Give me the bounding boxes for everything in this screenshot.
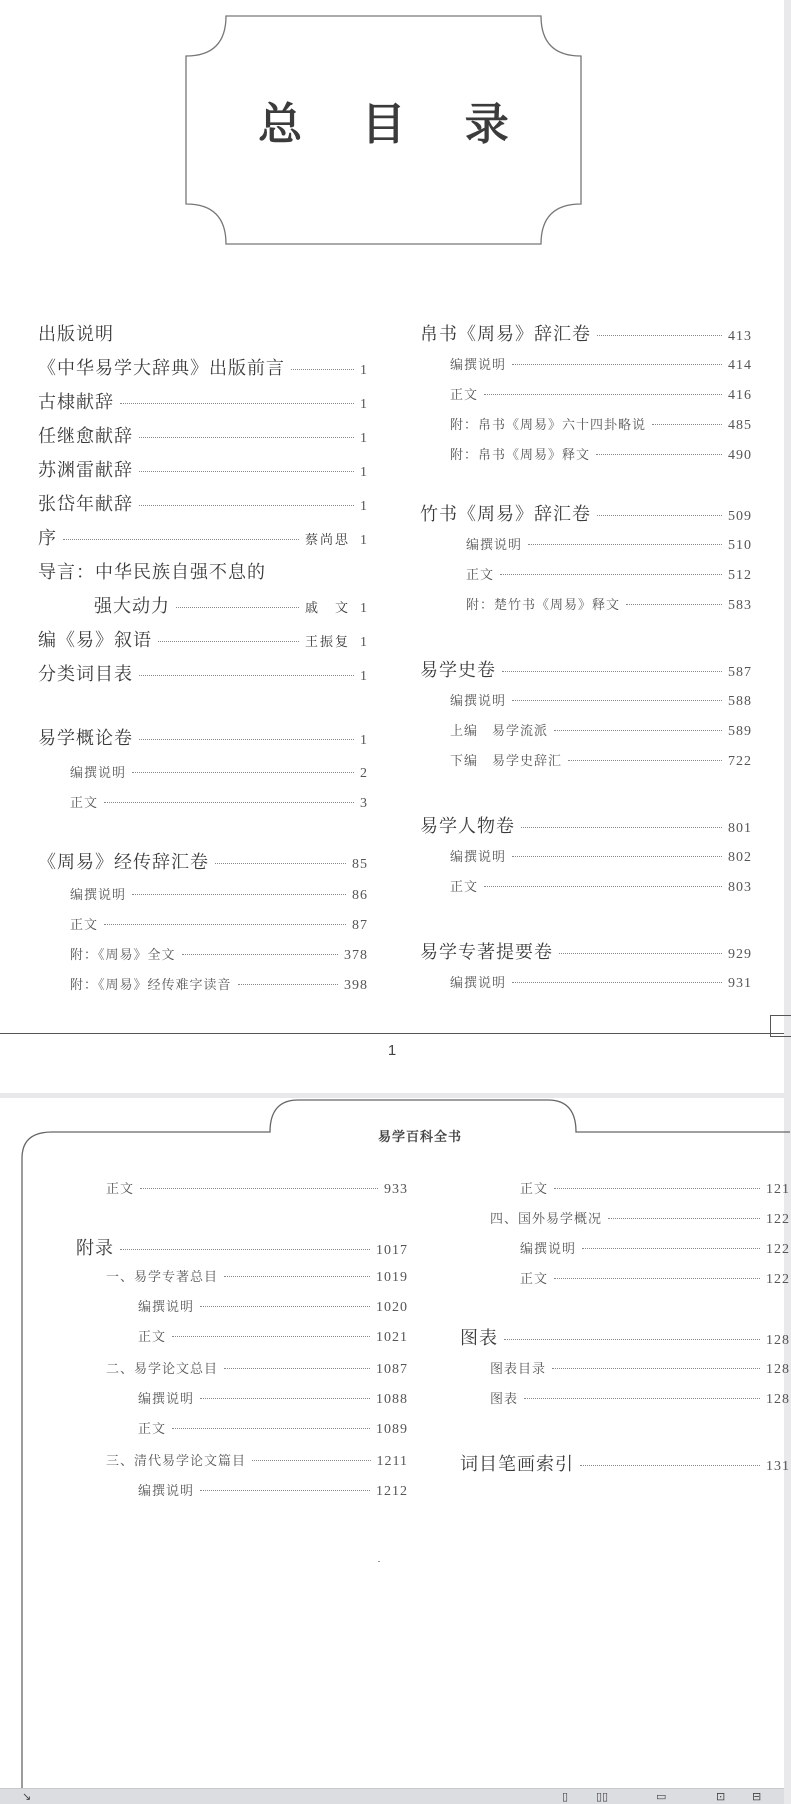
toc-entry[interactable] [490, 1388, 790, 1408]
toc-entry-label: 编撰说明 [138, 1392, 195, 1407]
toc-entry-page: 1020 [376, 1300, 408, 1315]
toc-entry-page: 1 [360, 533, 368, 548]
toc-entry-page: 1 [360, 363, 368, 378]
fit-width-icon[interactable]: ⊡ [716, 1790, 726, 1803]
toc-entry-label: 编撰说明 [450, 694, 507, 709]
toc-entry[interactable] [466, 534, 752, 554]
toc-entry-page: 802 [728, 850, 752, 865]
toc-entry-label: 正文 [450, 388, 479, 403]
toc-entry[interactable] [38, 490, 368, 516]
toc-entry-label: 导言：中华民族自强不息的 [38, 562, 266, 583]
page-title: 总 目 录 [258, 99, 531, 150]
dot-leader [504, 1339, 760, 1340]
toc-entry-label: 正文 [106, 1182, 135, 1197]
toc-entry-author: 王振复 [304, 635, 350, 650]
toc-entry-page: 485 [728, 418, 752, 433]
toc-entry-page: 1 [360, 601, 368, 616]
toc-entry[interactable] [38, 626, 368, 652]
dot-leader [582, 1248, 760, 1249]
toc-entry-page: 587 [728, 665, 752, 680]
toc-entry-label: 附录 [76, 1238, 114, 1259]
toc-entry[interactable] [450, 690, 752, 710]
toc-entry-page: 413 [728, 329, 752, 344]
toc-entry[interactable] [138, 1326, 408, 1346]
toc-entry-page: 1211 [376, 1454, 408, 1469]
document-page-2 [0, 1098, 790, 1788]
toc-entry-page: 3 [360, 796, 368, 811]
dot-leader [652, 424, 722, 425]
toc-entry-page: 87 [352, 918, 368, 933]
dot-leader [139, 505, 354, 506]
dot-leader [172, 1336, 370, 1337]
toc-entry-page: 122 [766, 1212, 790, 1227]
toc-entry-label: 竹书《周易》辞汇卷 [420, 504, 591, 525]
toc-entry[interactable] [490, 1358, 790, 1378]
toc-entry-page: 583 [728, 598, 752, 613]
toc-entry[interactable] [420, 500, 752, 526]
dot-leader [139, 739, 354, 740]
toc-entry[interactable] [94, 592, 368, 618]
toc-entry-page: 128 [766, 1333, 790, 1348]
toc-entry-page: 1 [360, 635, 368, 650]
dot-leader [559, 953, 722, 954]
dot-leader [554, 1188, 760, 1189]
toc-entry[interactable] [520, 1268, 790, 1288]
dot-leader [597, 515, 722, 516]
toc-entry[interactable] [106, 1450, 408, 1470]
dot-leader [120, 1249, 370, 1250]
toc-entry-page: 1089 [376, 1422, 408, 1437]
toc-entry-label: 附：帛书《周易》释文 [450, 448, 591, 463]
toc-entry-label: 苏渊雷献辞 [38, 460, 133, 481]
toc-entry-page: 1087 [376, 1362, 408, 1377]
dot-leader [512, 364, 722, 365]
toc-entry-label: 二、易学论文总目 [106, 1362, 219, 1377]
toc-entry-label: 编撰说明 [138, 1300, 195, 1315]
page-border [0, 1098, 784, 1788]
toc-entry-label: 附：楚竹书《周易》释文 [466, 598, 621, 613]
toc-entry[interactable] [450, 876, 752, 896]
toc-entry-label: 附：《周易》全文 [70, 948, 176, 963]
toc-entry[interactable] [106, 1266, 408, 1286]
toc-entry-label: 易学专著提要卷 [420, 942, 553, 963]
dot-leader [512, 856, 722, 857]
toc-entry-label: 下编 易学史辞汇 [450, 754, 563, 769]
toc-entry-label: 《中华易学大辞典》出版前言 [38, 358, 285, 379]
toc-entry-label: 编撰说明 [70, 888, 127, 903]
toc-entry[interactable] [38, 524, 368, 550]
toc-entry-page: 131 [766, 1459, 790, 1474]
dot-leader [597, 335, 722, 336]
toc-entry-page: 722 [728, 754, 752, 769]
toc-entry[interactable] [38, 320, 368, 346]
dot-leader [580, 1465, 760, 1466]
footer-corner-mark [770, 1015, 791, 1037]
toc-entry-page: 378 [344, 948, 368, 963]
toc-entry[interactable] [38, 354, 368, 380]
toc-entry-label: 编《易》叙语 [38, 630, 152, 651]
dot-leader [512, 982, 722, 983]
toc-entry-page: 588 [728, 694, 752, 709]
toc-entry-label: 正文 [466, 568, 495, 583]
dot-leader [554, 1278, 760, 1279]
dot-leader [132, 894, 346, 895]
toc-entry-label: 图表 [460, 1328, 498, 1349]
toc-entry-label: 正文 [520, 1182, 549, 1197]
toc-entry-page: 931 [728, 976, 752, 991]
dot-leader [172, 1428, 370, 1429]
speck [378, 1561, 380, 1562]
toc-entry-page: 414 [728, 358, 752, 373]
toc-entry-label: 正文 [70, 796, 99, 811]
toc-entry[interactable] [520, 1238, 790, 1258]
toc-entry[interactable] [460, 1450, 790, 1476]
toc-entry[interactable] [520, 1178, 790, 1198]
toc-entry-page: 128 [766, 1362, 790, 1377]
toc-entry-label: 正文 [138, 1330, 167, 1345]
dot-leader [104, 924, 346, 925]
toc-entry-label: 四、国外易学概况 [490, 1212, 603, 1227]
toc-entry-page: 122 [766, 1272, 790, 1287]
toc-entry[interactable] [38, 724, 368, 750]
toc-entry[interactable] [70, 974, 368, 994]
toc-entry-page: 85 [352, 857, 368, 872]
toc-entry[interactable] [70, 884, 368, 904]
toc-entry-page: 803 [728, 880, 752, 895]
dot-leader [182, 954, 338, 955]
toc-entry[interactable] [38, 422, 368, 448]
toc-entry[interactable] [106, 1358, 408, 1378]
dot-leader [552, 1368, 760, 1369]
dot-leader [524, 1398, 760, 1399]
toc-entry-page: 122 [766, 1242, 790, 1257]
dot-leader [291, 369, 354, 370]
collapse-arrow-icon[interactable]: ↘ [22, 1790, 32, 1803]
dot-leader [554, 730, 722, 731]
toc-entry-label: 任继愈献辞 [38, 426, 133, 447]
toc-entry[interactable] [450, 846, 752, 866]
toc-entry-page: 128 [766, 1392, 790, 1407]
dot-leader [176, 607, 299, 608]
dot-leader [512, 700, 722, 701]
toc-entry[interactable] [38, 456, 368, 482]
toc-entry[interactable] [70, 944, 368, 964]
toc-entry-label: 图表 [490, 1392, 519, 1407]
toc-entry[interactable] [450, 384, 752, 404]
toc-entry-label: 三、清代易学论文篇目 [106, 1454, 247, 1469]
dot-leader [521, 827, 722, 828]
toc-entry-label: 正文 [450, 880, 479, 895]
toc-entry-label: 强大动力 [94, 596, 170, 617]
toc-entry-label: 古棣献辞 [38, 392, 114, 413]
toc-entry[interactable] [420, 656, 752, 682]
toc-entry-page: 1 [360, 499, 368, 514]
viewer-status-bar [0, 1788, 784, 1804]
toc-entry-label: 编撰说明 [520, 1242, 577, 1257]
dot-leader [200, 1398, 370, 1399]
dot-leader [158, 641, 299, 642]
toc-entry[interactable] [450, 972, 752, 992]
dot-leader [139, 471, 354, 472]
toc-entry[interactable] [38, 558, 368, 584]
toc-entry-page: 398 [344, 978, 368, 993]
toc-entry-page: 1 [360, 397, 368, 412]
dot-leader [200, 1306, 370, 1307]
toc-entry-page: 490 [728, 448, 752, 463]
dot-leader [528, 544, 722, 545]
toc-entry-page: 801 [728, 821, 752, 836]
toc-entry[interactable] [460, 1324, 790, 1350]
dot-leader [132, 772, 354, 773]
toc-entry-page: 510 [728, 538, 752, 553]
dot-leader [596, 454, 722, 455]
toc-entry-label: 易学概论卷 [38, 728, 133, 749]
toc-entry-page: 589 [728, 724, 752, 739]
toc-entry[interactable] [138, 1480, 408, 1500]
toc-entry-page: 1 [360, 733, 368, 748]
toc-entry[interactable] [70, 914, 368, 934]
toc-entry-page: 2 [360, 766, 368, 781]
dot-leader [224, 1368, 370, 1369]
dot-leader [500, 574, 722, 575]
toc-entry-page: 1021 [376, 1330, 408, 1345]
dot-leader [140, 1188, 378, 1189]
dot-leader [104, 802, 354, 803]
toc-entry[interactable] [450, 354, 752, 374]
toc-entry[interactable] [138, 1388, 408, 1408]
toc-entry-page: 416 [728, 388, 752, 403]
dot-leader [139, 437, 354, 438]
toc-entry-page: 929 [728, 947, 752, 962]
toc-entry[interactable] [138, 1296, 408, 1316]
toc-entry[interactable] [466, 594, 752, 614]
running-head: 易学百科全书 [377, 1130, 462, 1145]
toc-entry-label: 编撰说明 [450, 358, 507, 373]
dot-leader [63, 539, 299, 540]
toc-entry[interactable] [490, 1208, 790, 1228]
toc-entry-page: 512 [728, 568, 752, 583]
toc-entry[interactable] [106, 1178, 408, 1198]
toc-entry-author: 蔡尚思 [304, 533, 350, 548]
toc-entry-page: 1019 [376, 1270, 408, 1285]
toc-entry-page: 1 [360, 669, 368, 684]
dot-leader [215, 863, 346, 864]
toc-entry[interactable] [450, 444, 752, 464]
toc-entry[interactable] [38, 848, 368, 874]
page-number: 1 [387, 1042, 397, 1059]
toc-entry[interactable] [450, 414, 752, 434]
toc-entry[interactable] [466, 564, 752, 584]
toc-entry[interactable] [420, 320, 752, 346]
footer-rule [0, 1033, 784, 1034]
toc-entry[interactable] [38, 388, 368, 414]
toc-entry-label: 图表目录 [490, 1362, 547, 1377]
toc-entry-label: 编撰说明 [70, 766, 127, 781]
scroll-page-icon[interactable]: ▭ [656, 1790, 667, 1803]
dot-leader [139, 675, 354, 676]
toc-entry-label: 正文 [70, 918, 99, 933]
dot-leader [238, 984, 338, 985]
toc-entry-label: 附：帛书《周易》六十四卦略说 [450, 418, 647, 433]
toc-entry[interactable] [38, 660, 368, 686]
toc-entry-page: 86 [352, 888, 368, 903]
single-page-icon[interactable]: ▯ [562, 1790, 569, 1803]
toc-entry-label: 张岱年献辞 [38, 494, 133, 515]
dot-leader [484, 394, 722, 395]
dot-leader [224, 1276, 370, 1277]
toc-entry[interactable] [420, 938, 752, 964]
toc-entry-page: 1088 [376, 1392, 408, 1407]
two-page-icon[interactable]: ▯▯ [596, 1790, 609, 1803]
dot-leader [608, 1218, 760, 1219]
toc-entry-label: 一、易学专著总目 [106, 1270, 219, 1285]
toc-entry[interactable] [450, 750, 752, 770]
dot-leader [252, 1460, 371, 1461]
toc-entry-page: 1 [360, 465, 368, 480]
toc-entry-page: 1212 [376, 1484, 408, 1499]
dot-leader [200, 1490, 370, 1491]
toc-entry-label: 帛书《周易》辞汇卷 [420, 324, 591, 345]
toc-entry-label: 编撰说明 [450, 976, 507, 991]
toc-entry-label: 编撰说明 [450, 850, 507, 865]
toc-entry-page: 509 [728, 509, 752, 524]
dot-leader [626, 604, 722, 605]
dot-leader [502, 671, 722, 672]
toc-entry-label: 附：《周易》经传难字读音 [70, 978, 232, 993]
toc-entry-label: 易学史卷 [420, 660, 496, 681]
toc-entry-page: 1017 [376, 1243, 408, 1258]
toc-entry-page: 121 [766, 1182, 790, 1197]
toc-entry-label: 上编 易学流派 [450, 724, 549, 739]
dot-leader [120, 403, 354, 404]
toc-entry-label: 分类词目表 [38, 664, 133, 685]
toc-entry-label: 出版说明 [38, 324, 114, 345]
toc-entry-label: 编撰说明 [138, 1484, 195, 1499]
toc-entry-label: 正文 [138, 1422, 167, 1437]
toc-entry[interactable] [70, 792, 368, 812]
dot-leader [568, 760, 722, 761]
fit-page-icon[interactable]: ⊟ [752, 1790, 762, 1803]
toc-entry[interactable] [450, 720, 752, 740]
toc-entry-page: 933 [384, 1182, 408, 1197]
toc-entry[interactable] [70, 762, 368, 782]
toc-entry-label: 编撰说明 [466, 538, 523, 553]
toc-entry[interactable] [138, 1418, 408, 1438]
toc-entry[interactable] [420, 812, 752, 838]
toc-entry-page: 1 [360, 431, 368, 446]
toc-entry-label: 易学人物卷 [420, 816, 515, 837]
toc-entry-label: 词目笔画索引 [460, 1454, 574, 1475]
toc-entry-label: 《周易》经传辞汇卷 [38, 852, 209, 873]
dot-leader [484, 886, 722, 887]
toc-entry-label: 正文 [520, 1272, 549, 1287]
toc-entry[interactable] [76, 1234, 408, 1260]
toc-entry-label: 序 [38, 528, 57, 549]
toc-entry-author: 戚 文 [304, 601, 350, 616]
